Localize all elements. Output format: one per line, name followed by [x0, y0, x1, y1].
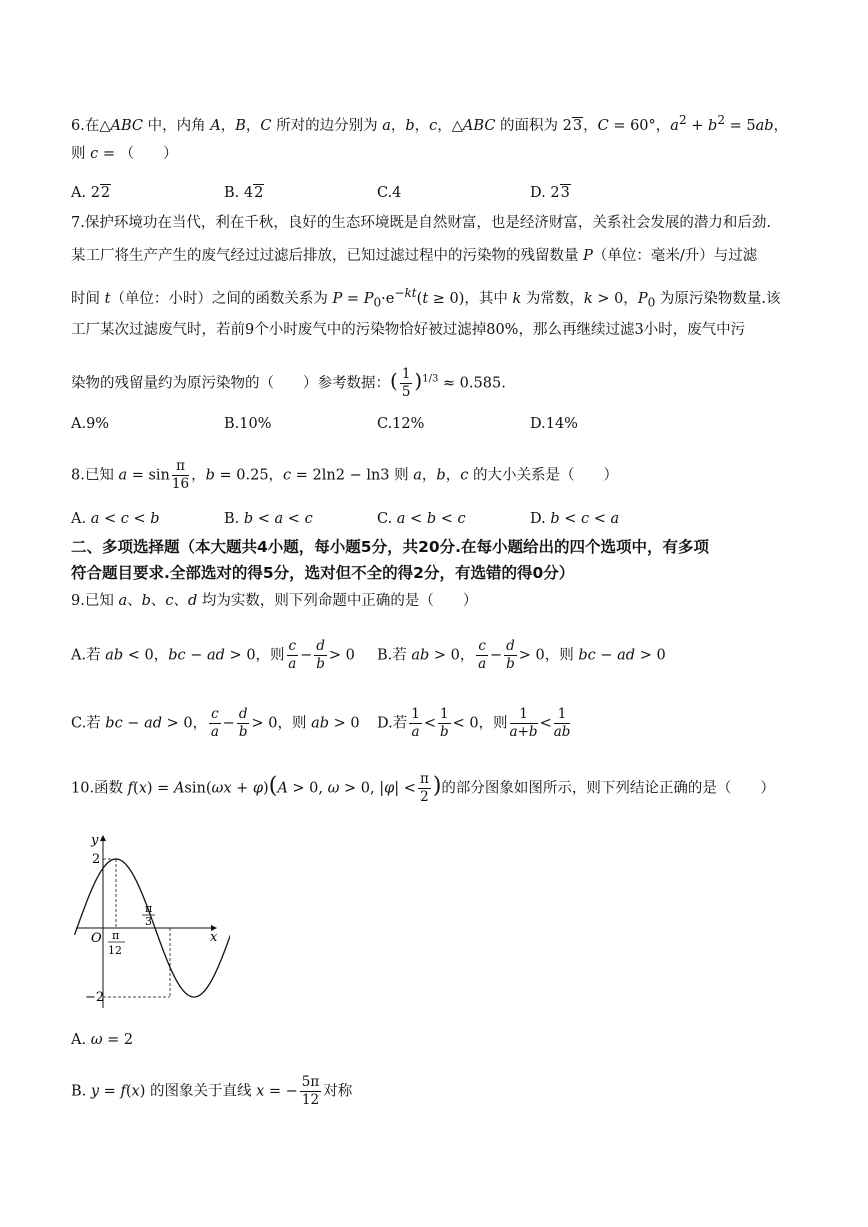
y-axis-label: y [91, 833, 99, 848]
q8-option-b[interactable]: B. b < a < c [224, 511, 313, 527]
q7-line5: 染物的残留量约为原污染物的（ ）参考数据：( $\frac{1}{5}$ )$^{1/3}$ ≈ 0.585. [71, 366, 506, 400]
x-axis-label: x [210, 930, 218, 945]
q6-stem-line1: 6.在△ABC 中，内角 A，B，C 所对的边分别为 a，b，c，△ABC 的面积为 23，C = 60°，$a^2 + b^2 = 5ab$， [71, 113, 789, 134]
tick1-denominator: 12 [108, 944, 122, 957]
q8-option-a[interactable]: A. a < c < b [71, 511, 160, 527]
q6-stem-line2: 则 c = （ ） [71, 146, 178, 162]
q7-option-c[interactable]: C.12% [377, 416, 425, 432]
q6-option-d[interactable]: D. 23 [530, 185, 570, 201]
q9-option-a[interactable]: A.若 ab < 0，bc − ad > 0，则 $\frac{c}{a}$ − $\frac{d}{b}$ > 0 [71, 638, 355, 672]
q7-option-b[interactable]: B.10% [224, 416, 272, 432]
q9-option-d[interactable]: D.若 $\frac{1}{a}$ < $\frac{1}{b}$ < 0，则 $\frac{1}{a+b}$ < $\frac{1}{ab}$ [377, 706, 571, 740]
q8-option-c[interactable]: C. a < b < c [377, 511, 466, 527]
q10-option-a[interactable]: A. ω = 2 [71, 1032, 134, 1048]
tick2-denominator: 3 [145, 915, 152, 928]
q7-line1: 7.保护环境功在当代，利在千秋，良好的生态环境既是自然财富，也是经济财富，关系社会发展的潜力和后劲. [71, 215, 771, 231]
q9-option-b[interactable]: B.若 ab > 0， $\frac{c}{a}$ − $\frac{d}{b}$ > 0，则 bc − ad > 0 [377, 638, 666, 672]
q7-option-d[interactable]: D.14% [530, 416, 578, 432]
y-min-label: −2 [85, 990, 105, 1005]
origin-label: O [91, 931, 102, 946]
tick1-numerator: π [112, 929, 120, 942]
q6-option-c[interactable]: C.4 [377, 185, 402, 201]
q9-stem: 9.已知 a、b、c、d 均为实数，则下列命题中正确的是（ ） [71, 593, 478, 609]
sine-graph [70, 828, 230, 1018]
q9-option-c[interactable]: C.若 bc − ad > 0， $\frac{c}{a}$ − $\frac{d}{b}$ > 0，则 ab > 0 [71, 706, 360, 740]
q6-option-a[interactable]: A. 22 [71, 185, 111, 201]
q10-stem: 10.函数 f(x) = Asin(ωx + φ)(A > 0, ω > 0, |φ| < $\frac{\pi}{2}$ )的部分图象如图所示，则下列结论正确的是（ ） [71, 771, 775, 805]
q8-option-d[interactable]: D. b < c < a [530, 511, 620, 527]
tick2-numerator: π [145, 902, 153, 915]
q7-line2: 某工厂将生产产生的废气经过过滤后排放，已知过滤过程中的污染物的残留数量 P（单位：毫米/升）与过滤 [71, 248, 758, 264]
q7-line4: 工厂某次过滤废气时，若前9个小时废气中的污染物恰好被过滤掉80%，那么再继续过滤3小时，废气中污 [71, 322, 746, 338]
q7-option-a[interactable]: A.9% [71, 416, 110, 432]
section2-heading-line1: 二、多项选择题（本大题共4小题，每小题5分，共20分.在每小题给出的四个选项中，有多项 [71, 538, 710, 556]
q8-stem: 8.已知 a = sin $\frac{\pi}{16}$ ，b = 0.25，c = 2ln2 − ln3 则 a，b，c 的大小关系是（ ） [71, 458, 618, 492]
section2-heading-line2: 符合题目要求.全部选对的得5分，选对但不全的得2分，有选错的得0分） [71, 564, 575, 582]
q7-line3: 时间 t（单位：小时）之间的函数关系为 $P = P_0\cdot e^{-kt}(t \ge 0)$，其中 k 为常数，k > 0，$P_0$ 为原污染物数量.该 [71, 286, 781, 310]
q6-option-b[interactable]: B. 42 [224, 185, 264, 201]
q10-option-b[interactable]: B. y = f(x) 的图象关于直线 x = − $\frac{5\pi}{12}$ 对称 [71, 1074, 353, 1108]
y-max-label: 2 [92, 852, 101, 867]
